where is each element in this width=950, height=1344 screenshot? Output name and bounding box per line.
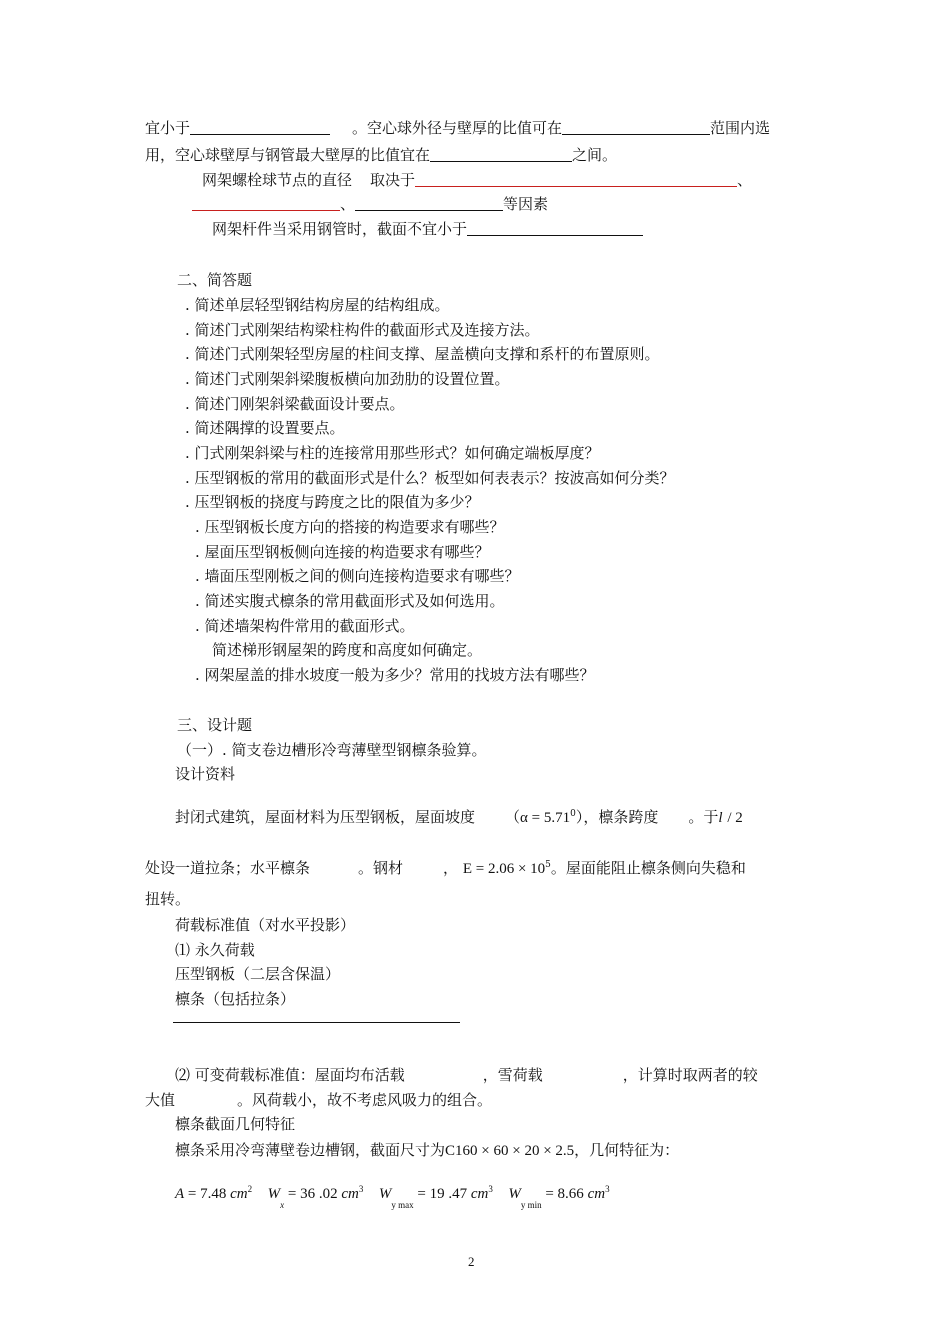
- paragraph-line: [145, 1090, 492, 1110]
- design-data-title: 设计资料: [175, 765, 236, 783]
- fill-line-2: [145, 145, 617, 165]
- question-item: . 门式刚架斜梁与柱的连接常用那些形式？如何确定端板厚度？: [185, 444, 600, 462]
- section-size: C160 × 60 × 20 × 2.5: [445, 1143, 575, 1159]
- text: 。于: [688, 808, 719, 826]
- text: 。钢材: [358, 859, 404, 877]
- blank-line: [355, 194, 503, 211]
- page-number: 2: [468, 1254, 475, 1269]
- superscript: 0: [570, 809, 576, 819]
- superscript: 5: [545, 860, 551, 870]
- text: ⑵ 可变荷载标准值：屋面均布活载: [175, 1066, 405, 1084]
- superscript: 3: [488, 1184, 493, 1194]
- formula-line: [175, 1179, 610, 1215]
- paragraph-line: [145, 855, 746, 879]
- blank-line: [190, 118, 330, 135]
- blank-line: [467, 219, 643, 236]
- text: 。风荷载小，故不考虑风吸力的组合。: [237, 1091, 493, 1109]
- blank-line-red: [192, 194, 340, 211]
- text: 网架螺栓球节点的直径: [202, 171, 353, 189]
- question-item: . 压型钢板长度方向的搭接的构造要求有哪些？: [195, 518, 505, 536]
- text: 、: [737, 171, 753, 189]
- symbol: W: [378, 1186, 392, 1202]
- value: = 8.66: [545, 1186, 584, 1202]
- value: = 7.48: [187, 1186, 227, 1202]
- subscript: y min: [520, 1200, 542, 1210]
- sum-line: [173, 1022, 460, 1023]
- blank-line-red: [415, 170, 737, 187]
- symbol: A: [175, 1186, 185, 1202]
- text: 宜小于: [145, 119, 191, 137]
- superscript: 2: [247, 1184, 253, 1194]
- value: = 19 .47: [417, 1186, 468, 1202]
- subsection-heading: （一）. 简支卷边槽形冷弯薄壁型钢檩条验算。: [177, 741, 487, 759]
- text: ，计算时取两者的较: [622, 1066, 758, 1084]
- text: ，雪荷载: [482, 1066, 543, 1084]
- unit: cm: [587, 1186, 606, 1202]
- subscript: x: [280, 1200, 285, 1210]
- span-symbol: l: [718, 810, 723, 826]
- question-item: . 简述门式刚架结构梁柱构件的截面形式及连接方法。: [185, 321, 540, 339]
- unit: cm: [341, 1186, 359, 1202]
- text: 檩条采用冷弯薄壁卷边槽钢，截面尺寸为: [175, 1141, 446, 1159]
- text: 、: [340, 195, 356, 213]
- question-item: . 简述门式刚架轻型房屋的柱间支撑、屋盖横向支撑和系杆的布置原则。: [185, 345, 660, 363]
- text: 。屋面能阻止檩条侧向失稳和: [550, 859, 746, 877]
- question-item: . 压型钢板的常用的截面形式是什么？板型如何表表示？按波高如何分类？: [185, 469, 675, 487]
- question-item: . 简述门式刚架斜梁腹板横向加劲肋的设置位置。: [185, 370, 510, 388]
- text: 处设一道拉条；水平檩条: [145, 859, 311, 877]
- text: 大值: [145, 1091, 176, 1109]
- text: 。空心球外径与壁厚的比值可在: [352, 119, 563, 137]
- question-item: . 简述隅撑的设置要点。: [185, 419, 345, 437]
- blank-line: [430, 145, 572, 162]
- question-item: . 简述门刚架斜梁截面设计要点。: [185, 395, 405, 413]
- question-item: . 墙面压型刚板之间的侧向连接构造要求有哪些？: [195, 567, 520, 585]
- geo-title: 檩条截面几何特征: [175, 1115, 296, 1133]
- section-heading: 二、简答题: [177, 271, 253, 289]
- symbol: W: [508, 1186, 521, 1202]
- unit: cm: [230, 1186, 248, 1202]
- superscript: 3: [358, 1184, 364, 1194]
- load-title: 荷载标准值（对水平投影）: [175, 916, 356, 934]
- question-item: . 简述实腹式檩条的常用截面形式及如何选用。: [195, 592, 505, 610]
- paragraph-line: [175, 1140, 679, 1161]
- text: 之间。: [572, 146, 618, 164]
- load-item: 檩条（包括拉条）: [175, 990, 296, 1008]
- section-heading: 三、设计题: [177, 716, 253, 734]
- text: 网架杆件当采用钢管时，截面不宜小于: [212, 220, 468, 238]
- fill-line-1: [145, 118, 770, 138]
- text: / 2: [727, 810, 743, 826]
- text: ，: [443, 859, 459, 877]
- question-item: . 压型钢板的挠度与跨度之比的限值为多少？: [185, 493, 480, 511]
- question-item: . 屋面压型钢板侧向连接的构造要求有哪些？: [195, 543, 490, 561]
- symbol: W: [267, 1186, 281, 1202]
- question-item: . 简述单层轻型钢结构房屋的结构组成。: [185, 296, 450, 314]
- load-item: ⑴ 永久荷载: [175, 941, 255, 959]
- question-item: . 网架屋盖的排水坡度一般为多少？常用的找坡方法有哪些？: [195, 666, 595, 684]
- paragraph-line: [175, 804, 743, 828]
- unit: cm: [470, 1186, 489, 1202]
- fill-line-4: [192, 194, 548, 214]
- load-item: 压型钢板（二层含保温）: [175, 965, 341, 983]
- superscript: 3: [605, 1184, 610, 1194]
- paragraph-line: [175, 1065, 758, 1085]
- text: ，几何特征为：: [574, 1141, 680, 1159]
- text: ），檩条跨度: [575, 808, 659, 826]
- subscript: y max: [391, 1200, 414, 1210]
- question-item: . 简述墙架构件常用的截面形式。: [195, 617, 415, 635]
- question-item: 简述梯形钢屋架的跨度和高度如何确定。: [212, 641, 483, 659]
- text: 用，空心球壁厚与钢管最大壁厚的比值宜在: [145, 146, 431, 164]
- fill-line-3: [202, 170, 752, 190]
- blank-line: [562, 118, 710, 135]
- text: 取决于: [370, 171, 416, 189]
- value: = 36 .02: [287, 1186, 338, 1202]
- modulus-value: E = 2.06 × 10: [462, 861, 546, 877]
- paragraph-line: 扭转。: [145, 890, 191, 908]
- text: 封闭式建筑，屋面材料为压型钢板，屋面坡度: [175, 808, 476, 826]
- fill-line-5: [212, 219, 643, 239]
- text: 等因素: [503, 195, 549, 213]
- alpha-value: （α = 5.71: [505, 810, 571, 826]
- text: 范围内选: [710, 119, 771, 137]
